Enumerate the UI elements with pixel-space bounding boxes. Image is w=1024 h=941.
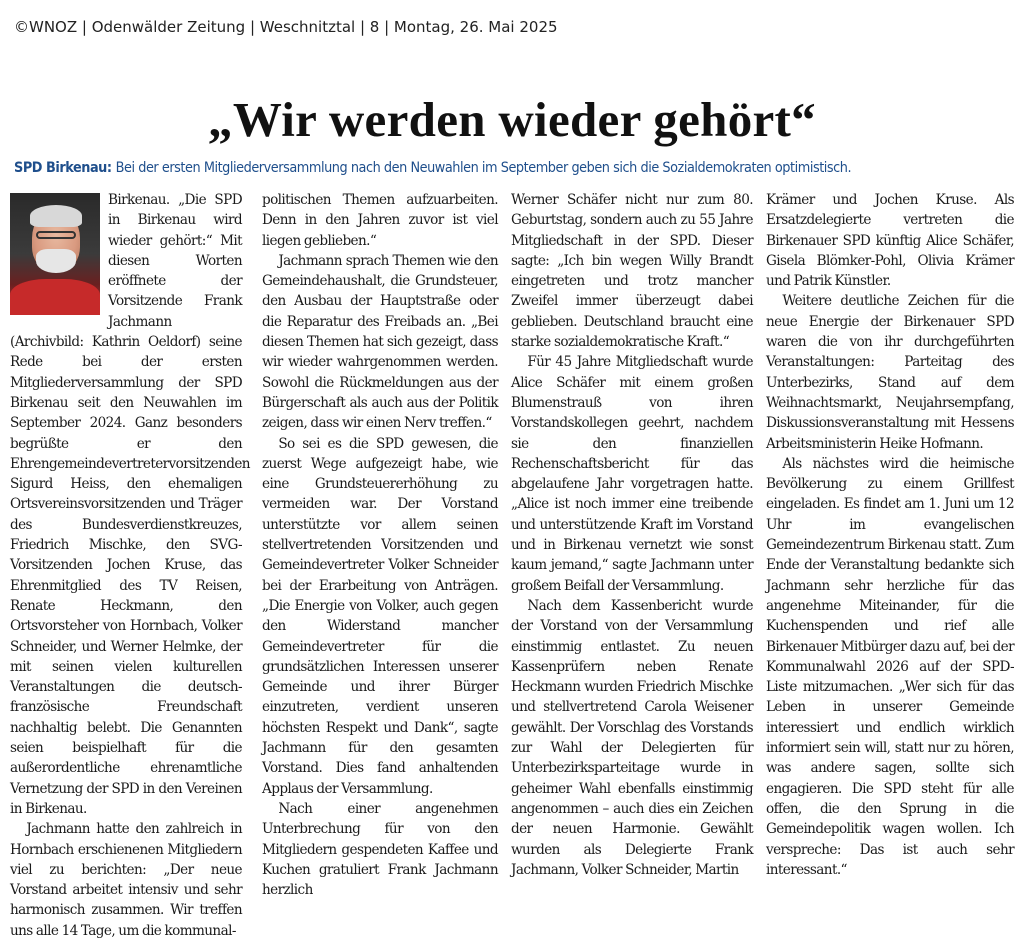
- paragraph: politischen Themen aufzuarbeiten. Denn in den Jahren zuvor ist viel liegen geblieben.“: [262, 192, 498, 249]
- paragraph: Birkenau. „Die SPD in Birkenau wird wieder gehört:“ Mit diesen Worten eröffnete der Vorsitzende Frank Jachmann (Archivbild: Kathrin Oeldorf) seine Rede bei der ersten Mitgliederversammlung der SPD Birkenau seit den Neuwahlen im September 2024. Ganz besonders begrüßte er den Ehrengemeindevertretervorsitzenden Sigurd Heiss, den ehemaligen Ortsvereinsvorsitzenden und Träger des Bundesverdienstkreuzes, Friedrich Mischke, den SVG-Vorsitzenden Jochen Kruse, das Ehrenmitglied des TV Reisen, Renate Heckmann, den Ortsvorsteher von Hornbach, Volker Schneider, und Werner Helmke, der mit seinen vielen kulturellen Veranstaltungen die deutsch-französische Freundschaft nachhaltig belebt. Die Genannten seien beispielhaft für die außerordentliche ehrenamtliche Vernetzung der SPD in den Vereinen in Birkenau.: [10, 192, 250, 817]
- paragraph: Werner Schäfer nicht nur zum 80. Geburtstag, sondern auch zu 55 Jahre Mitgliedschaft in der SPD. Dieser sagte: „Ich bin wegen Willy Brandt eingetreten und trotz mancher Zweifel immer überzeugt dabei geblieben. Deutschland braucht eine starke sozialdemokratische Kraft.“: [511, 192, 753, 351]
- paragraph: Nach einer angenehmen Unterbrechung für von den Mitgliedern gespendeten Kaffee und Kuchen gratuliert Frank Jachmann herzlich: [262, 800, 498, 899]
- article-column-2: [262, 190, 498, 900]
- paragraph: Für 45 Jahre Mitgliedschaft wurde Alice Schäfer mit einem großen Blumenstrauß von ihren Vorstandskollegen geehrt, nachdem sie den finanziellen Rechenschaftsbericht für das abgelaufene Jahr vorgetragen hatte. „Alice ist noch immer eine treibende und unterstützende Kraft im Vorstand und in Birkenau vernetzt wie sonst kaum jemand,“ sagte Jachmann unter großem Beifall der Versammlung.: [511, 354, 753, 594]
- article-column-1: [10, 190, 250, 941]
- publication-header: ©WNOZ | Odenwälder Zeitung | Weschnitztal | 8 | Montag, 26. Mai 2025: [14, 18, 558, 36]
- article-column-4: [766, 190, 1014, 880]
- paragraph: So sei es die SPD gewesen, die zuerst Wege aufgezeigt habe, wie eine Grundsteuererhöhung zu vermeiden war. Der Vorstand unterstützte vor allem seinen stellvertretenden Vorsitzenden und Gemeindevertreter Volker Schneider bei der Erarbeitung von Anträgen. „Die Energie von Volker, auch gegen den Widerstand mancher Gemeindevertreter für die grundsätzlichen Interessen unserer Gemeinde und ihrer Bürger einzutreten, verdient unseren höchsten Respekt und Dank“, sagte Jachmann für den gesamten Vorstand. Dies fand anhaltenden Applaus der Versammlung.: [262, 435, 498, 797]
- paragraph: Weitere deutliche Zeichen für die neue Energie der Birkenauer SPD waren die von ihr durchgeführten Veranstaltungen: Parteitag des Unterbezirks, Stand auf dem Weihnachtsmarkt, Neujahrsempfang, Diskussionsveranstaltung mit Hessens Arbeitsministerin Heike Hofmann.: [766, 293, 1014, 452]
- article-headline: „Wir werden wieder gehört“: [208, 92, 816, 147]
- article-subline: [14, 160, 1024, 176]
- portrait-photo-icon: [10, 193, 100, 315]
- paragraph: Jachmann sprach Themen wie den Gemeindehaushalt, die Grundsteuer, den Ausbau der Hauptstraße oder die Reparatur des Freibads an. „Bei diesen Themen hat sich gezeigt, dass wir wieder wahrgenommen werden. Sowohl die Rückmeldungen aus der Bürgerschaft als auch aus der Politik zeigen, dass wir einen Nerv treffen.“: [262, 252, 498, 432]
- paragraph: Nach dem Kassenbericht wurde der Vorstand von der Versammlung einstimmig entlastet. Zu neuen Kassenprüfern neben Renate Heckmann wurden Friedrich Mischke und stellvertretend Carola Weisener gewählt. Der Vorschlag des Vorstands zur Wahl der Delegierten für Unterbezirksparteitage wurde in geheimer Wahl ebenfalls einstimmig angenommen – auch dies ein Zeichen der neuen Harmonie. Gewählt wurden als Delegierte Frank Jachmann, Volker Schneider, Martin: [511, 597, 753, 878]
- paragraph: Jachmann hatte den zahlreich in Hornbach erschienenen Mitgliedern viel zu berichten: „Der neue Vorstand arbeitet intensiv und sehr harmonisch zusammen. Wir treffen uns alle 14 Tage, um die kommunal-: [10, 821, 242, 939]
- article-column-3: [511, 190, 753, 880]
- subline-deck: Bei der ersten Mitgliederversammlung nach den Neuwahlen im September geben sich die Sozialdemokraten optimistisch.: [115, 160, 852, 176]
- paragraph: Krämer und Jochen Kruse. Als Ersatzdelegierte vertreten die Birkenauer SPD künftig Alice Schäfer, Gisela Blömker-Pohl, Olivia Krämer und Patrik Künstler.: [766, 192, 1014, 290]
- subline-kicker: SPD Birkenau:: [14, 160, 112, 176]
- paragraph: Als nächstes wird die heimische Bevölkerung zu einem Grillfest eingeladen. Es findet am 1. Juni um 12 Uhr im evangelischen Gemeindezentrum Birkenau statt. Zum Ende der Veranstaltung bedankte sich Jachmann sehr herzliche für das angenehme Miteinander, für die Kuchenspenden und rief alle Birkenauer Mitbürger dazu auf, bei der Kommunalwahl 2026 auf der SPD-Liste mitzumachen. „Wer sich für das Leben in unserer Gemeinde interessiert und endlich wirklich informiert sein will, statt nur zu hören, was andere sagen, sollte sich engagieren. Die SPD steht für alle offen, die den Sprung in die Gemeindepolitik wagen wollen. Ich verspreche: Das ist auch sehr interessant.“: [766, 455, 1014, 878]
